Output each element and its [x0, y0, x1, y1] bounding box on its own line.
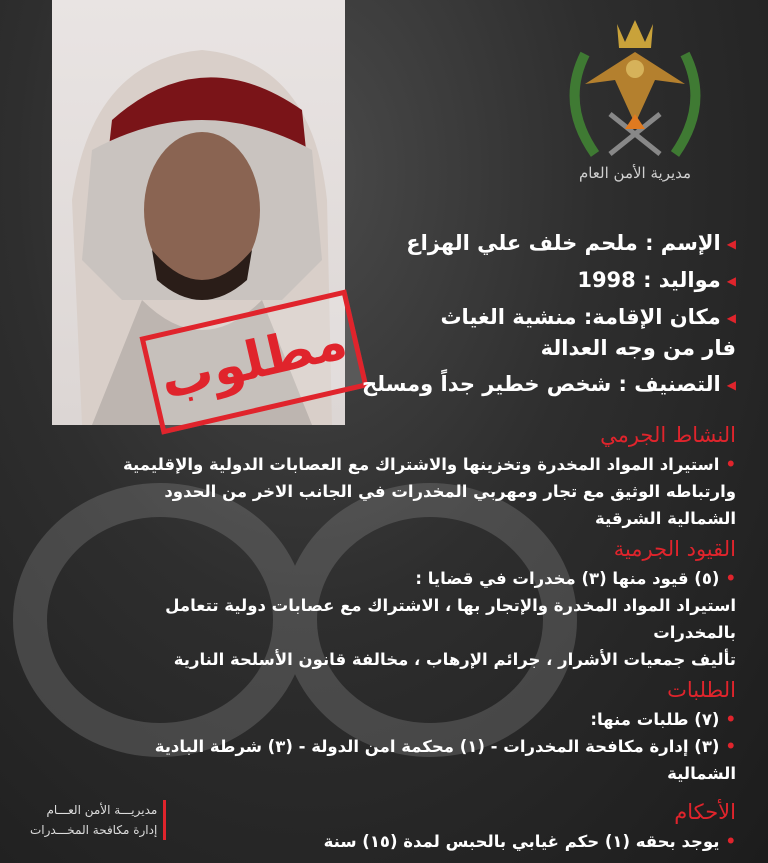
eagle-crown-emblem-icon: [555, 14, 715, 164]
bullet-icon: •: [725, 710, 736, 729]
rulings-item-1: يوجد بحقه (١) حكم غيابي بالحبس لمدة (١٥) سنة: [323, 832, 720, 851]
triangle-bullet-icon: ◀: [726, 237, 736, 251]
rulings-heading: الأحكام: [674, 800, 736, 824]
activity-heading: النشاط الجرمي: [600, 423, 736, 447]
triangle-bullet-icon: ◀: [726, 274, 736, 288]
suspect-info: [356, 228, 736, 406]
criminal-details: [106, 418, 736, 855]
residence-field: مكان الإقامة: منشية الغياث: [440, 305, 721, 329]
requests-heading: الطلبات: [667, 678, 736, 702]
records-line-2: تأليف جمعيات الأشرار ، جرائم الإرهاب ، مخالفة قانون الأسلحة النارية: [173, 650, 736, 669]
bullet-icon: •: [725, 455, 736, 474]
bullet-icon: •: [725, 832, 736, 851]
classification-field: التصنيف : شخص خطير جداً ومسلح: [362, 372, 721, 396]
activity-text: استيراد المواد المخدرة وتخزينها والاشتراك مع العصابات الدولية والإقليمية وارتباطه الوثيق مع تجار ومهربي المخدرات في الجانب الاخر من الحدود الشمالية الشرقية: [123, 455, 736, 528]
bullet-icon: •: [725, 737, 736, 756]
records-intro: (٥) قيود منها (٣) مخدرات في قضايا :: [415, 569, 720, 588]
triangle-bullet-icon: ◀: [726, 378, 736, 392]
requests-item-1: (٧) طلبات منها:: [590, 710, 720, 729]
footer-credit: [30, 800, 166, 840]
requests-item-2: (٣) إدارة مكافحة المخدرات - (١) محكمة امن الدولة - (٣) شرطة البادية الشمالية: [154, 737, 736, 783]
footer-line-2: إدارة مكافحة المخـــدرات: [30, 823, 158, 837]
birth-field: مواليد : 1998: [577, 268, 721, 292]
public-security-emblem: [555, 14, 715, 189]
records-heading: القيود الجرمية: [613, 537, 736, 561]
footer-line-1: مديريـــة الأمن العـــام: [46, 803, 158, 817]
emblem-caption: مديرية الأمن العام: [578, 164, 692, 182]
wanted-stamp: مطلوب: [139, 289, 368, 434]
fugitive-status: فار من وجه العدالة: [540, 336, 736, 360]
bullet-icon: •: [725, 569, 736, 588]
records-line-1: استيراد المواد المخدرة والإتجار بها ، الاشتراك مع عصابات دولية تتعامل بالمخدرات: [165, 596, 736, 642]
triangle-bullet-icon: ◀: [726, 311, 736, 325]
name-field: الإسم : ملحم خلف علي الهزاع: [406, 231, 721, 255]
